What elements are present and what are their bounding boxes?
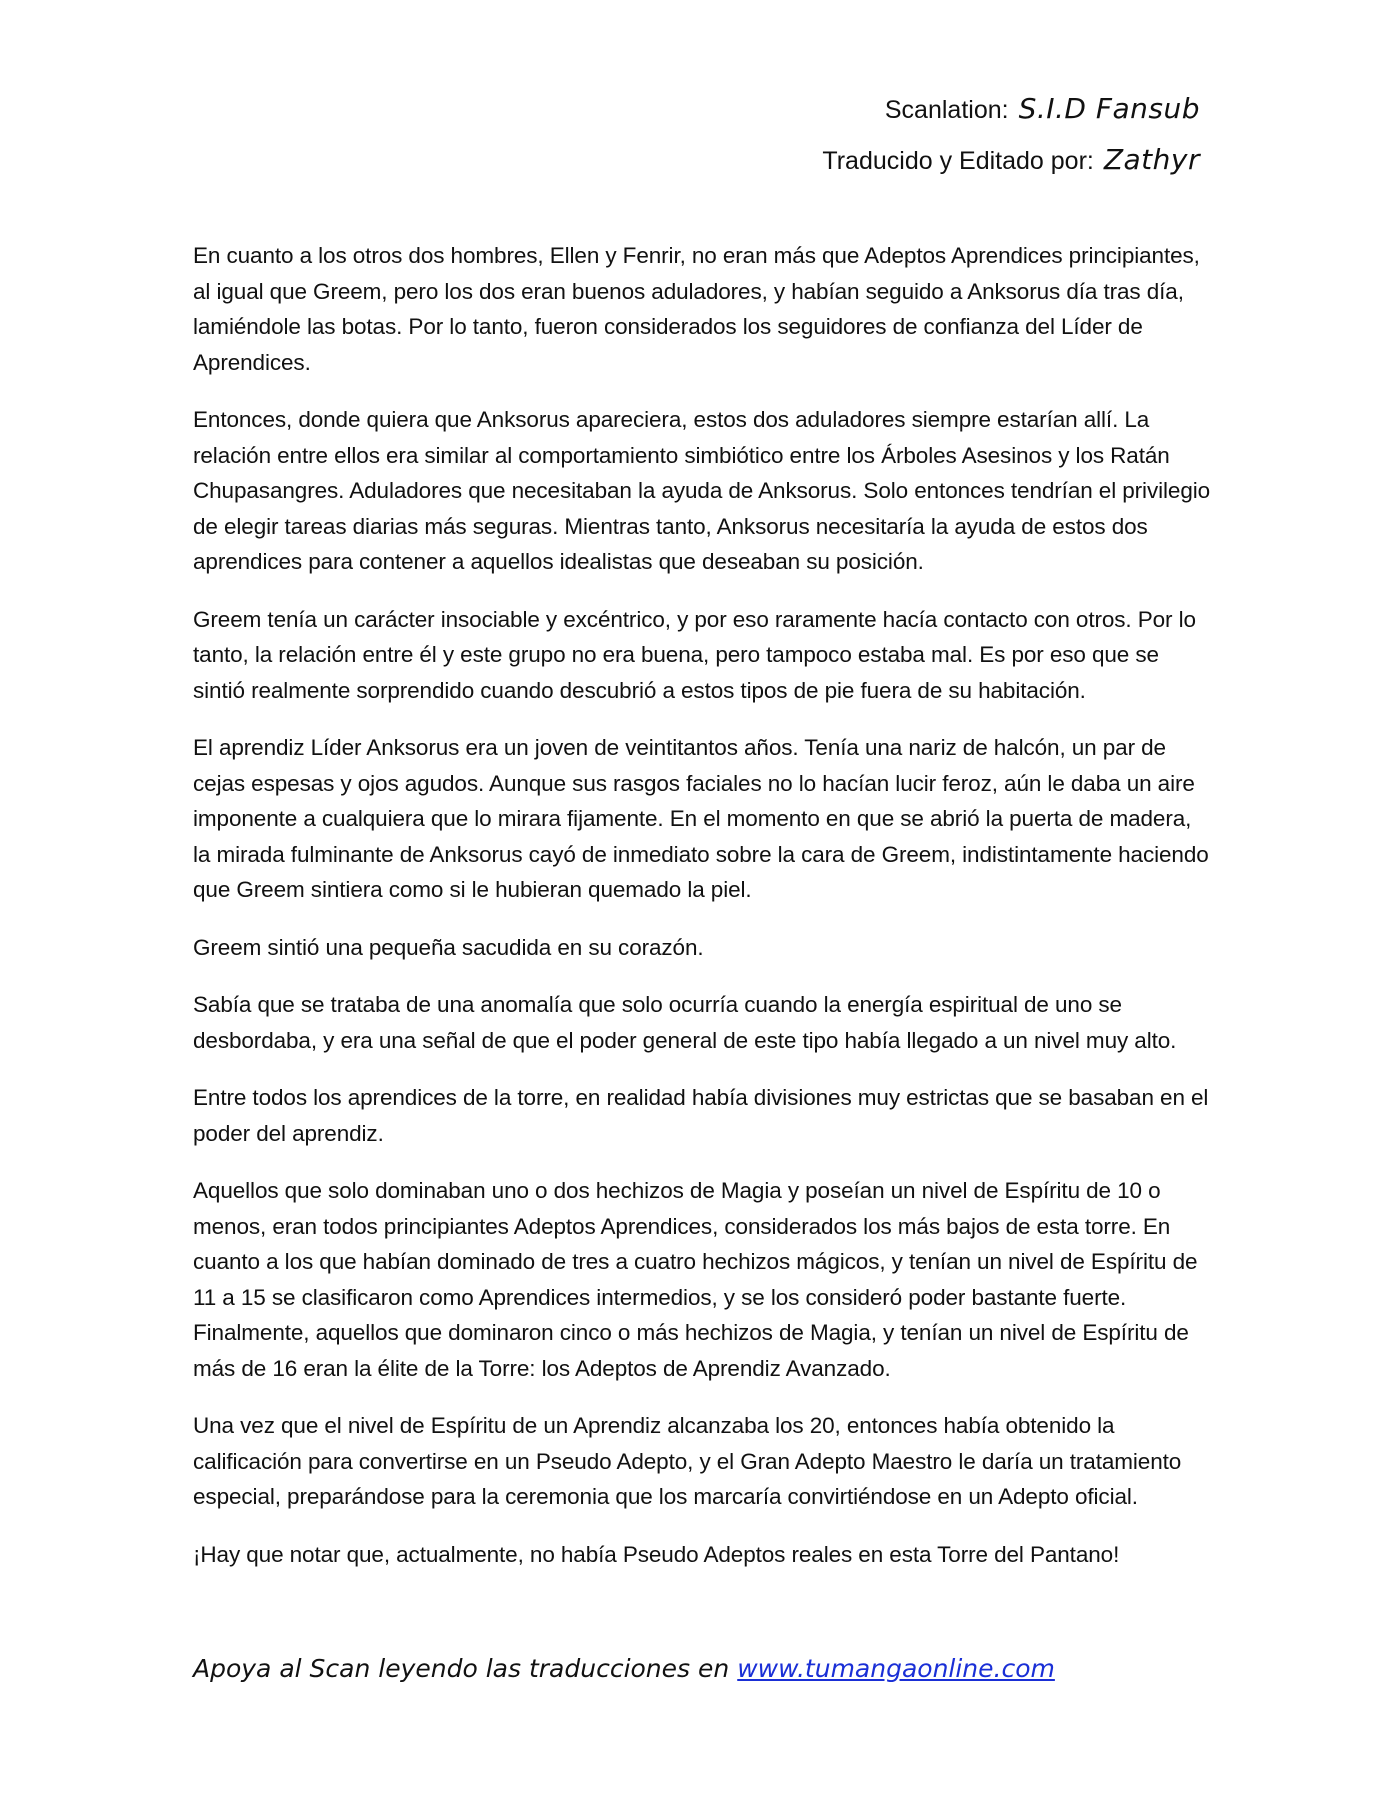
footer-text: Apoya al Scan leyendo las traducciones en	[193, 1654, 730, 1683]
scanlation-name: S.I.D Fansub	[1018, 92, 1200, 125]
paragraph-5: Greem sintió una pequeña sacudida en su corazón.	[193, 934, 704, 960]
scanlation-credit	[822, 84, 1200, 135]
paragraph-4: El aprendiz Líder Anksorus era un joven de veintitantos años. Tenía una nariz de halcón, un par de cejas espesas y ojos agudos. Aunque sus rasgos faciales no lo hacían lucir feroz, aún le daba un aire imponente a cualquiera que lo mirara fijamente. En el momento en que se abrió la puerta de madera, la mirada fulminante de Anksorus cayó de inmediato sobre la cara de Greem, indistintamente haciendo que Greem sintiera como si le hubieran quemado la piel.	[193, 735, 1209, 902]
story-body	[193, 238, 1213, 1594]
scanlation-label: Scanlation:	[884, 96, 1009, 124]
translator-label: Traducido y Editado por:	[822, 147, 1094, 175]
paragraph-9: Una vez que el nivel de Espíritu de un Aprendiz alcanzaba los 20, entonces había obtenido la calificación para convertirse en un Pseudo Adepto, y el Gran Adepto Maestro le daría un tratamiento especial, preparándose para la ceremonia que los marcaría convirtiéndose en un Adepto oficial.	[193, 1413, 1182, 1509]
paragraph-1: En cuanto a los otros dos hombres, Ellen y Fenrir, no eran más que Adeptos Aprendices principiantes, al igual que Greem, pero los dos eran buenos aduladores, y habían seguido a Anksorus día tras día, lamiéndole las botas. Por lo tanto, fueron considerados los seguidores de confianza del Líder de Aprendices.	[193, 243, 1200, 375]
footer-support-note	[193, 1654, 1055, 1683]
paragraph-6: Sabía que se trataba de una anomalía que solo ocurría cuando la energía espiritual de uno se desbordaba, y era una señal de que el poder general de este tipo había llegado a un nivel muy alto.	[193, 992, 1177, 1053]
translator-name: Zathyr	[1103, 143, 1200, 176]
paragraph-10: ¡Hay que notar que, actualmente, no había Pseudo Adeptos reales en esta Torre del Pantano!	[193, 1541, 1120, 1567]
translator-credit	[822, 135, 1200, 186]
paragraph-8: Aquellos que solo dominaban uno o dos hechizos de Magia y poseían un nivel de Espíritu de 10 o menos, eran todos principiantes Adeptos Aprendices, considerados los más bajos de esta torre. En cuanto a los que habían dominado de tres a cuatro hechizos mágicos, y tenían un nivel de Espíritu de 11 a 15 se clasificaron como Aprendices intermedios, y se los consideró poder bastante fuerte. Finalmente, aquellos que dominaron cinco o más hechizos de Magia, y tenían un nivel de Espíritu de más de 16 eran la élite de la Torre: los Adeptos de Aprendiz Avanzado.	[193, 1178, 1198, 1381]
footer-link[interactable]: www.tumangaonline.com	[737, 1654, 1055, 1683]
credits-block	[822, 84, 1200, 186]
paragraph-3: Greem tenía un carácter insociable y excéntrico, y por eso raramente hacía contacto con otros. Por lo tanto, la relación entre él y este grupo no era buena, pero tampoco estaba mal. Es por eso que se sintió realmente sorprendido cuando descubrió a estos tipos de pie fuera de su habitación.	[193, 606, 1196, 703]
paragraph-7: Entre todos los aprendices de la torre, en realidad había divisiones muy estrictas que se basaban en el poder del aprendiz.	[193, 1085, 1209, 1146]
paragraph-2: Entonces, donde quiera que Anksorus apareciera, estos dos aduladores siempre estarían allí. La relación entre ellos era similar al comportamiento simbiótico entre los Árboles Asesinos y los Ratán Chupasangres. Aduladores que necesitaban la ayuda de Anksorus. Solo entonces tendrían el privilegio de elegir tareas diarias más seguras. Mientras tanto, Anksorus necesitaría la ayuda de estos dos aprendices para contener a aquellos idealistas que deseaban su posición.	[193, 407, 1211, 574]
